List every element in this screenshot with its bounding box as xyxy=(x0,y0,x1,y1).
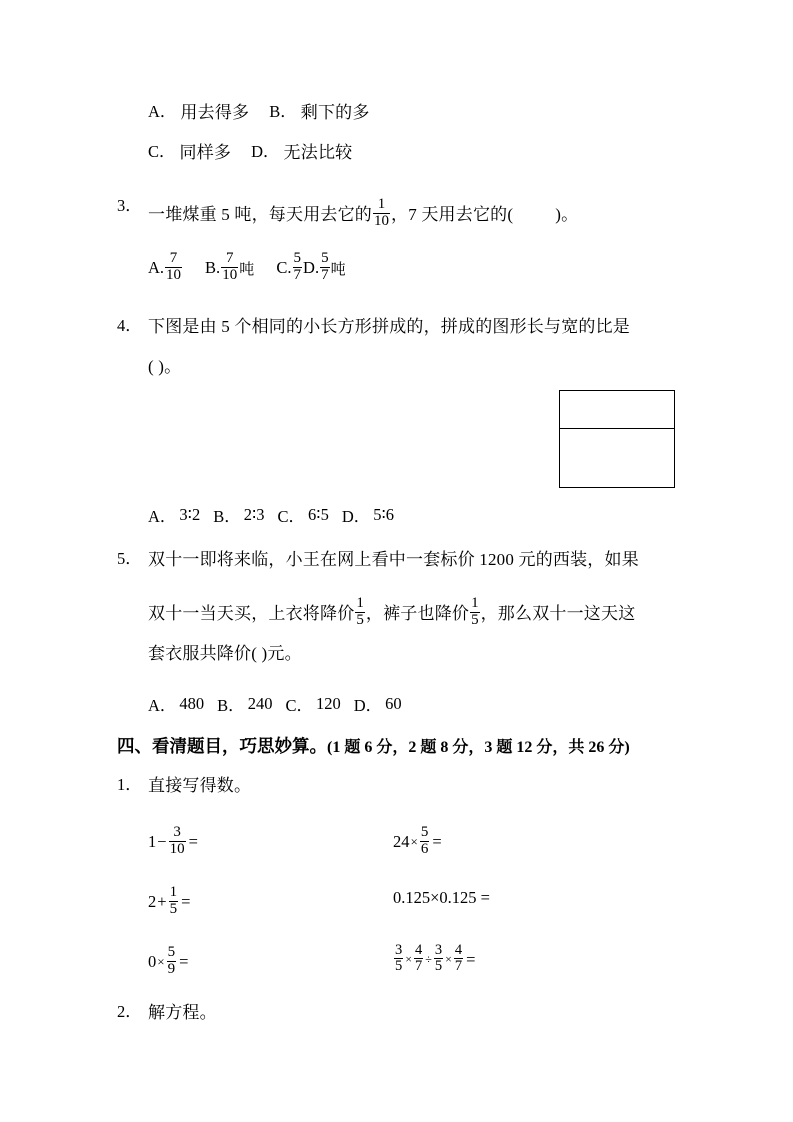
q4-option-a-label: A． xyxy=(148,507,177,526)
calc-3-fraction: $\frac{1}{5}$ xyxy=(169,884,178,917)
calc-problem-5 xyxy=(148,946,188,978)
task-1 xyxy=(117,777,251,794)
calc-3-operand-1: 2 xyxy=(148,892,157,912)
q3-option-c-fraction: $\frac{5}{7}$ xyxy=(293,250,302,283)
q3-option-a-fraction: $\frac{7}{10}$ xyxy=(166,250,182,283)
figure-outer-rectangle xyxy=(559,390,675,488)
q5-option-b-value: 240 xyxy=(247,694,273,713)
question-5-options xyxy=(148,692,402,716)
calc-1-operator: − xyxy=(157,832,167,852)
question-5 xyxy=(117,551,639,568)
q4-option-a-value: 3∶2 xyxy=(179,505,201,524)
q5-fraction-1-over-5-first: $\frac{1}{5}$ xyxy=(356,595,364,628)
calc-2-operand-1: 24 xyxy=(393,832,410,852)
option-b-text: 剩下的多 xyxy=(300,103,370,122)
option-a-label: A． xyxy=(148,102,177,122)
calc-2-equals: = xyxy=(432,832,442,852)
question2-option-line-1 xyxy=(148,104,370,121)
question-3-text-end: )。 xyxy=(555,204,579,224)
q3-option-d-unit: 吨 xyxy=(330,261,346,278)
option-b-label: B． xyxy=(269,102,297,122)
q3-option-b-unit: 吨 xyxy=(239,261,255,278)
calc-2-operator: × xyxy=(410,834,418,850)
calc-4-expression: 0.125×0.125 xyxy=(393,888,477,907)
calc-6-operator-1: × xyxy=(405,952,413,967)
task-2-title: 解方程。 xyxy=(148,1003,217,1022)
calc-6-operator-2: ÷ xyxy=(425,952,432,967)
option-c-text: 同样多 xyxy=(179,143,232,162)
question-5-line-3-row xyxy=(148,645,302,662)
q5-option-a-value: 480 xyxy=(179,694,205,713)
calc-3-equals: = xyxy=(181,892,191,912)
section-4-heading xyxy=(117,733,630,758)
q3-option-b-label: B. xyxy=(205,258,221,278)
option-a-text: 用去得多 xyxy=(180,103,250,122)
calc-1-fraction: $\frac{3}{10}$ xyxy=(169,824,185,857)
q5-option-d-value: 60 xyxy=(385,694,402,713)
question-4 xyxy=(117,318,630,335)
question-5-number: 5． xyxy=(117,549,142,568)
question-4-line-2-row xyxy=(148,358,181,375)
question-5-line-2-part-3: ，那么双十一这天这 xyxy=(480,603,636,623)
question-3-text-before: 一堆煤重 5 吨，每天用去它的 xyxy=(148,204,372,224)
task-1-number: 1． xyxy=(117,775,142,794)
calc-6-fraction-4: $\frac{4}{7}$ xyxy=(454,942,463,975)
calc-problem-1 xyxy=(148,826,198,858)
task-1-title: 直接写得数。 xyxy=(148,776,252,795)
calc-6-equals: = xyxy=(466,949,476,969)
calc-6-fraction-3: $\frac{3}{5}$ xyxy=(434,942,443,975)
q3-option-d-label: D. xyxy=(303,258,320,278)
question-5-line-2-row xyxy=(148,597,635,629)
q4-option-c-label: C． xyxy=(277,507,306,526)
question-5-line-2-part-1: 双十一当天买，上衣将降价 xyxy=(148,603,355,623)
q5-option-b-label: B． xyxy=(217,696,245,715)
calc-1-operand-1: 1 xyxy=(148,832,157,852)
question-4-number: 4． xyxy=(117,316,142,335)
option-c-label: C． xyxy=(148,142,176,162)
question-4-line-1: 下图是由 5 个相同的小长方形拼成的，拼成的图形长与宽的比是 xyxy=(148,317,630,336)
q5-option-a-label: A． xyxy=(148,696,177,715)
calc-6-fraction-1: $\frac{3}{5}$ xyxy=(395,942,403,975)
q3-option-d-fraction: $\frac{5}{7}$ xyxy=(321,250,329,283)
q5-fraction-1-over-5-second: $\frac{1}{5}$ xyxy=(471,595,479,628)
option-d-label: D． xyxy=(251,142,280,162)
task-2 xyxy=(117,1004,217,1021)
q4-option-b-label: B． xyxy=(213,507,241,526)
calc-5-fraction: $\frac{5}{9}$ xyxy=(167,944,176,977)
q4-option-d-value: 5∶6 xyxy=(373,505,395,524)
calc-problem-3 xyxy=(148,886,190,918)
q4-option-d-label: D． xyxy=(341,507,371,526)
q5-option-d-label: D． xyxy=(353,696,383,715)
calc-3-operator: + xyxy=(157,892,167,912)
figure-horizontal-divider xyxy=(559,428,675,429)
q5-option-c-value: 120 xyxy=(315,694,341,713)
q3-option-b-fraction: $\frac{7}{10}$ xyxy=(222,250,238,283)
calc-6-operator-3: × xyxy=(445,952,452,967)
q3-option-a-label: A. xyxy=(148,258,165,278)
question2-option-line-2 xyxy=(148,144,352,161)
calc-4-equals: = xyxy=(480,888,490,907)
calc-2-fraction: $\frac{5}{6}$ xyxy=(420,824,429,857)
section-4-score-note: (1 题 6 分，2 题 8 分，3 题 12 分，共 26 分) xyxy=(327,739,630,756)
q3-option-c-label: C. xyxy=(276,258,292,278)
section-4-title: 四、看清题目，巧思妙算。 xyxy=(117,736,327,756)
question-3-number: 3． xyxy=(117,196,142,215)
q4-option-c-value: 6∶5 xyxy=(308,505,329,524)
calc-5-operator: × xyxy=(157,954,165,970)
calc-problem-4 xyxy=(393,888,490,908)
task-2-number: 2． xyxy=(117,1002,142,1021)
calc-problem-2 xyxy=(393,826,442,858)
calc-5-operand-1: 0 xyxy=(148,952,157,972)
question-4-options xyxy=(148,503,394,527)
question-5-line-2-part-2: ，裤子也降价 xyxy=(365,603,470,623)
calc-problem-6 xyxy=(393,944,475,975)
question-3-text-after: ，7 天用去它的( xyxy=(391,204,514,224)
question-5-line-3: 套衣服共降价( )元。 xyxy=(148,644,302,663)
question-4-figure xyxy=(559,390,675,488)
question-3 xyxy=(117,198,578,230)
question-4-line-2: ( )。 xyxy=(148,357,182,376)
q5-option-c-label: C． xyxy=(285,696,313,715)
question-5-line-1: 双十一即将来临，小王在网上看中一套标价 1200 元的西装，如果 xyxy=(148,550,639,569)
calc-1-equals: = xyxy=(188,832,198,852)
q4-option-b-value: 2∶3 xyxy=(243,505,265,524)
option-d-text: 无法比较 xyxy=(283,143,353,162)
question-3-options xyxy=(148,252,346,284)
calc-6-fraction-2: $\frac{4}{7}$ xyxy=(415,942,423,975)
calc-5-equals: = xyxy=(179,952,189,972)
fraction-1-over-10: $\frac{1}{10}$ xyxy=(374,196,389,229)
